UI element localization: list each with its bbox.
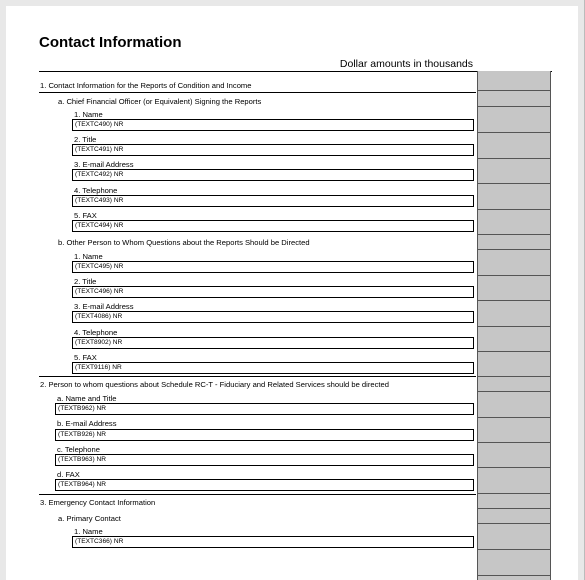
field-label: c. Telephone — [57, 445, 100, 454]
row-divider — [39, 92, 476, 93]
section1b-label: b. Other Person to Whom Questions about the Reports Should be Directed — [58, 238, 310, 247]
header-rule — [39, 71, 552, 72]
field-label: 5. FAX — [74, 211, 97, 220]
field-label: 2. Title — [74, 135, 97, 144]
contact-fax-field[interactable]: (TEXT9116) NR — [72, 362, 474, 374]
section3-label: 3. Emergency Contact Information — [40, 498, 156, 507]
cfo-email-field[interactable]: (TEXTC492) NR — [72, 169, 474, 181]
field-label: 1. Name — [74, 252, 103, 261]
field-label: 5. FAX — [74, 353, 97, 362]
row-divider — [39, 494, 476, 495]
field-label: 1. Name — [74, 110, 103, 119]
contact-email-field[interactable]: (TEXT4086) NR — [72, 311, 474, 323]
form-page — [6, 6, 578, 580]
cfo-fax-field[interactable]: (TEXTC494) NR — [72, 220, 474, 232]
section3a-label: a. Primary Contact — [58, 514, 121, 523]
contact-name-field[interactable]: (TEXTC495) NR — [72, 261, 474, 273]
field-label: b. E-mail Address — [57, 419, 117, 428]
fiduciary-telephone-field[interactable]: (TEXTB963) NR — [55, 454, 474, 466]
row-divider — [39, 376, 476, 377]
section1a-label: a. Chief Financial Officer (or Equivalent) Signing the Reports — [58, 97, 262, 106]
field-label: 2. Title — [74, 277, 97, 286]
field-label: 4. Telephone — [74, 186, 118, 195]
page-title: Contact Information — [39, 34, 182, 51]
field-label: a. Name and Title — [57, 394, 117, 403]
fiduciary-name-field[interactable]: (TEXTB962) NR — [55, 403, 474, 415]
cfo-telephone-field[interactable]: (TEXTC493) NR — [72, 195, 474, 207]
section2-label: 2. Person to whom questions about Schedule RC-T - Fiduciary and Related Services should be directed — [40, 380, 389, 389]
section1-label: 1. Contact Information for the Reports of Condition and Income — [40, 81, 252, 90]
field-label: 1. Name — [74, 527, 103, 536]
fiduciary-email-field[interactable]: (TEXTB926) NR — [55, 429, 474, 441]
contact-title-field[interactable]: (TEXTC496) NR — [72, 286, 474, 298]
fiduciary-fax-field[interactable]: (TEXTB964) NR — [55, 479, 474, 491]
field-label: 4. Telephone — [74, 328, 118, 337]
contact-telephone-field[interactable]: (TEXT8902) NR — [72, 337, 474, 349]
amount-column — [477, 71, 551, 580]
cfo-name-field[interactable]: (TEXTC490) NR — [72, 119, 474, 131]
cfo-title-field[interactable]: (TEXTC491) NR — [72, 144, 474, 156]
units-note: Dollar amounts in thousands — [339, 58, 473, 70]
field-label: 3. E-mail Address — [74, 302, 134, 311]
field-label: d. FAX — [57, 470, 80, 479]
field-label: 3. E-mail Address — [74, 160, 134, 169]
primary-contact-name-field[interactable]: (TEXTC366) NR — [72, 536, 474, 548]
